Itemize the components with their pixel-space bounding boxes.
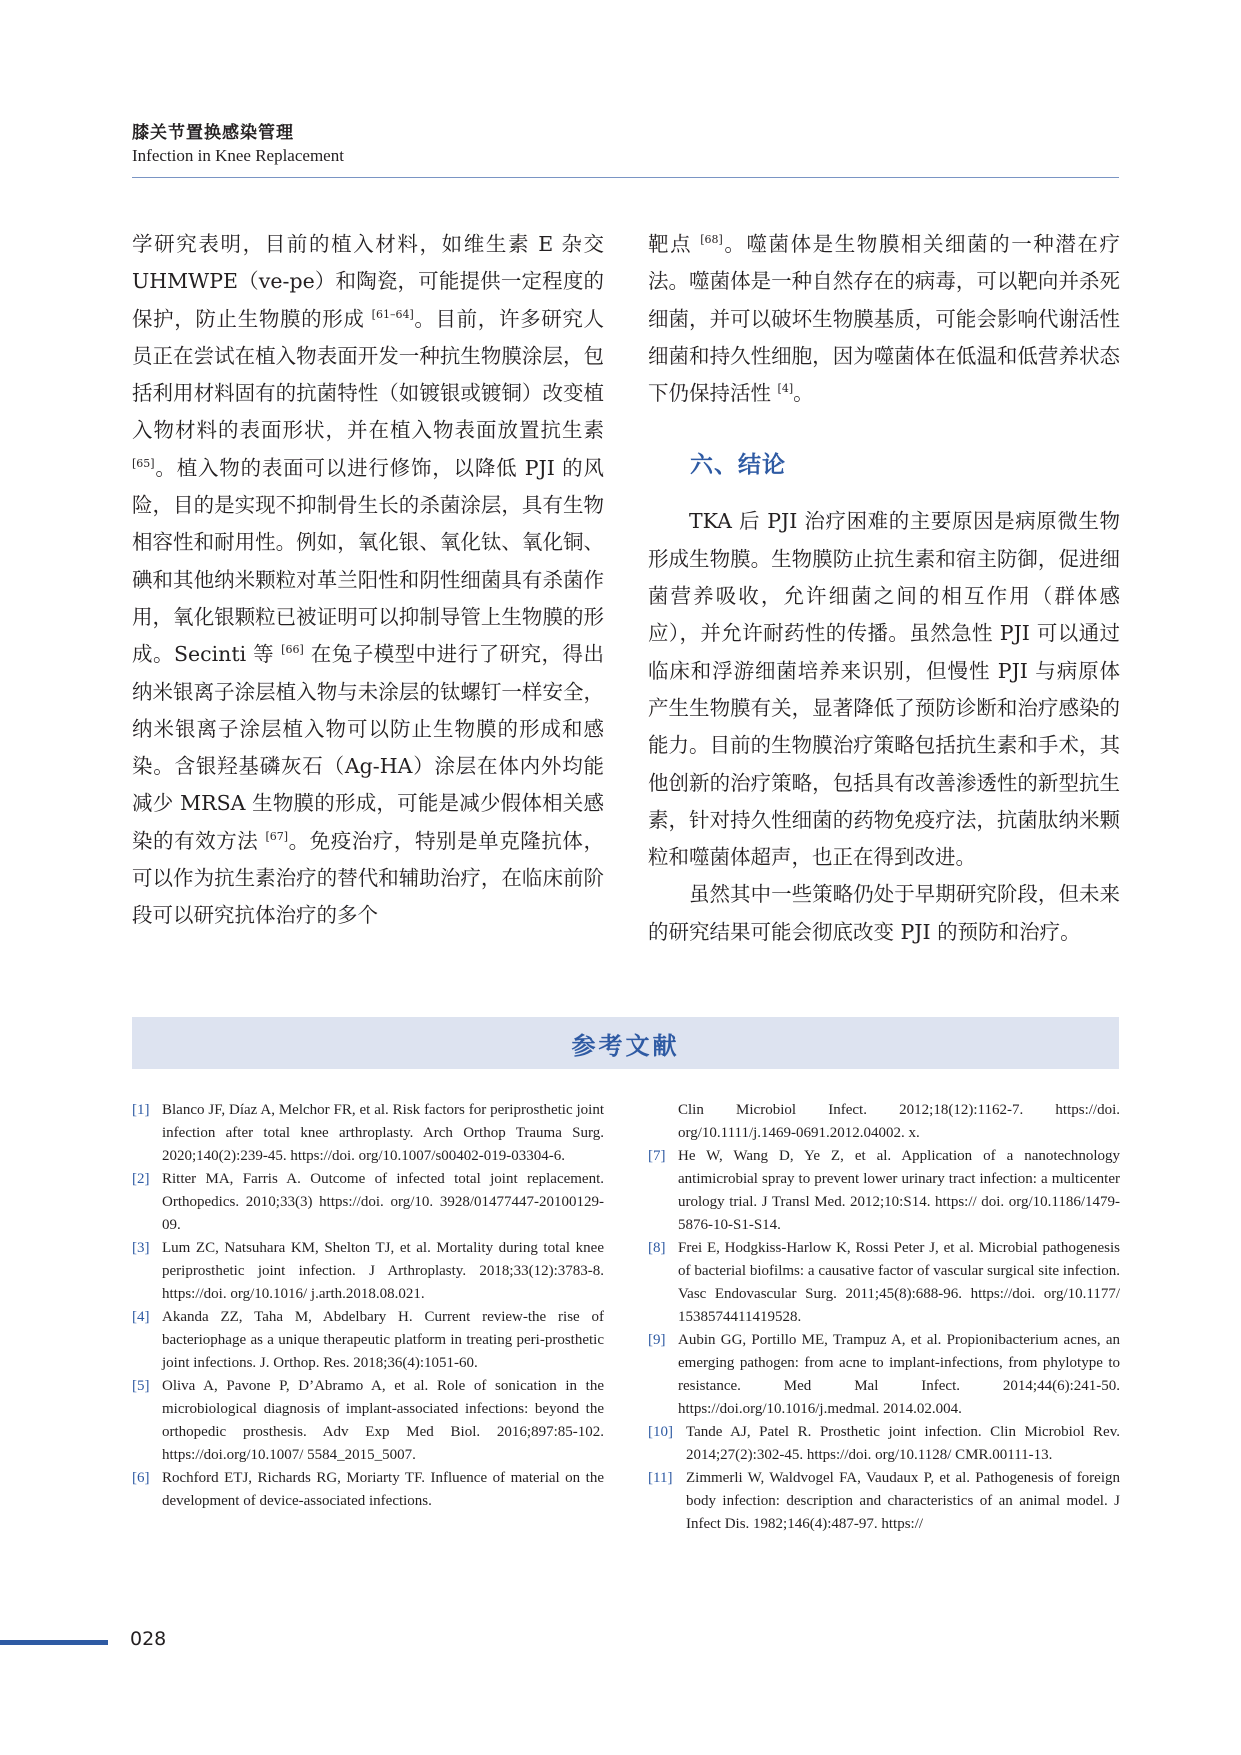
- reference-item: [132, 1306, 604, 1375]
- reference-number: [2]: [132, 1171, 150, 1187]
- reference-item: [132, 1168, 604, 1237]
- running-header-title: 膝关节置换感染管理: [132, 123, 294, 143]
- reference-number: [6]: [132, 1470, 150, 1486]
- reference-number: [10]: [648, 1424, 673, 1440]
- citation: [4]: [777, 382, 794, 396]
- reference-text: Rochford ETJ, Richards RG, Moriarty TF. Influence of material on the development of device-associated infections.: [162, 1470, 604, 1509]
- header-divider: [132, 177, 1119, 178]
- reference-text: Frei E, Hodgkiss-Harlow K, Rossi Peter J, et al. Microbial pathogenesis of bacterial biofilms: a causative factor of vascular surgical site infection. Vasc Endovascular Surg. 2011;45(8):688-96. https://doi. org/10.1177/ 1538574411419528.: [678, 1240, 1120, 1325]
- reference-item: [132, 1467, 604, 1513]
- reference-text: Zimmerli W, Waldvogel FA, Vaudaux P, et al. Pathogenesis of foreign body infection: description and characteristics of an animal model. J Infect Dis. 1982;146(4):487-97. https://: [686, 1470, 1120, 1532]
- reference-continuation: Clin Microbiol Infect. 2012;18(12):1162-7. https://doi. org/10.1111/j.1469-0691.2012.04002. x.: [678, 1102, 1120, 1141]
- reference-item: [648, 1421, 1120, 1467]
- reference-item: [648, 1145, 1120, 1237]
- reference-item: [132, 1375, 604, 1467]
- citation: [68]: [700, 233, 723, 246]
- citation: [66]: [281, 643, 304, 657]
- reference-text: Lum ZC, Natsuhara KM, Shelton TJ, et al. Mortality during total knee periprosthetic joint infection. J Arthroplasty. 2018;33(12):3783-8. https://doi. org/10.1016/ j.arth.2018.08.021.: [162, 1240, 604, 1302]
- references-right-column: [648, 1099, 1120, 1536]
- body-paragraph: 靶点 [68]。噬菌体是生物膜相关细菌的一种潜在疗法。噬菌体是一种自然存在的病毒，可以靶向并杀死细菌，并可以破坏生物膜基质，可能会影响代谢活性细菌和持久性细胞，因为噬菌体在低温和低营养状态下仍保持活性 [4]。: [648, 232, 1120, 406]
- reference-text: He W, Wang D, Ye Z, et al. Application of a nanotechnology antimicrobial spray to prevent lower urinary tract infection: a multicenter urology trial. J Transl Med. 2012;10:S14. https:// doi. org/10.1186/1479-5876-10-S1-S14.: [678, 1148, 1120, 1233]
- reference-text: Ritter MA, Farris A. Outcome of infected total joint replacement. Orthopedics. 2010;33(3) https://doi. org/10. 3928/01477447-20100129-09.: [162, 1171, 604, 1233]
- body-paragraph: 虽然其中一些策略仍处于早期研究阶段，但未来的研究结果可能会彻底改变 PJI 的预防和治疗。: [648, 882, 1120, 944]
- footer-accent-bar: [0, 1640, 108, 1645]
- running-header-subtitle: Infection in Knee Replacement: [132, 146, 344, 165]
- reference-number: [8]: [648, 1240, 666, 1256]
- reference-item: [132, 1099, 604, 1168]
- reference-item: [648, 1329, 1120, 1421]
- reference-item: [648, 1237, 1120, 1329]
- reference-number: [11]: [648, 1470, 673, 1486]
- reference-number: [3]: [132, 1240, 150, 1256]
- reference-number: [4]: [132, 1309, 150, 1325]
- section-heading: 六、结论: [690, 452, 786, 479]
- reference-item: [648, 1467, 1120, 1536]
- page-number: 028: [130, 1628, 167, 1650]
- citation: [65]: [132, 456, 155, 470]
- citation: [67]: [265, 829, 289, 843]
- reference-item: [132, 1237, 604, 1306]
- reference-text: Aubin GG, Portillo ME, Trampuz A, et al. Propionibacterium acnes, an emerging pathogen: from acne to implant-infections, from phylotype to resistance. Med Mal Infect. 2014;44(6):241-50. https://doi.org/10.1016/j.medmal. 2014.02.004.: [678, 1332, 1120, 1417]
- body-paragraph: TKA 后 PJI 治疗困难的主要原因是病原微生物形成生物膜。生物膜防止抗生素和宿主防御，促进细菌营养吸收，允许细菌之间的相互作用（群体感应），并允许耐药性的传播。虽然急性 PJI 可以通过临床和浮游细菌培养来识别，但慢性 PJI 与病原体产生生物膜有关，显著降低了预防诊断和治疗感染的能力。目前的生物膜治疗策略包括抗生素和手术，其他创新的治疗策略，包括具有改善渗透性的新型抗生素，针对持久性细菌的药物免疫疗法，抗菌肽纳米颗粒和噬菌体超声，也正在得到改进。: [648, 509, 1120, 870]
- reference-text: Akanda ZZ, Taha M, Abdelbary H. Current review-the rise of bacteriophage as a unique therapeutic platform in treating peri-prosthetic joint infections. J. Orthop. Res. 2018;36(4):1051-60.: [162, 1309, 604, 1371]
- reference-number: [9]: [648, 1332, 666, 1348]
- reference-text: Blanco JF, Díaz A, Melchor FR, et al. Risk factors for periprosthetic joint infection after total knee arthroplasty. Arch Orthop Trauma Surg. 2020;140(2):239-45. https://doi. org/10.1007/s00402-019-03304-6.: [162, 1102, 604, 1164]
- references-heading: 参考文献: [132, 1017, 1119, 1069]
- references-left-column: [132, 1099, 604, 1513]
- reference-text: Oliva A, Pavone P, D’Abramo A, et al. Role of sonication in the microbiological diagnosis of implant-associated infections: beyond the orthopedic prosthesis. Adv Exp Med Biol. 2016;897:85-102. https://doi.org/10.1007/ 5584_2015_5007.: [162, 1378, 604, 1463]
- body-right-column: [648, 226, 1120, 951]
- reference-text: Tande AJ, Patel R. Prosthetic joint infection. Clin Microbiol Rev. 2014;27(2):302-45. https://doi. org/10.1128/ CMR.00111-13.: [686, 1424, 1120, 1463]
- body-paragraph: 学研究表明，目前的植入材料，如维生素 E 杂交 UHMWPE（ve-pe）和陶瓷，可能提供一定程度的保护，防止生物膜的形成 [61–64]。目前，许多研究人员正在尝试在植入物表面开发一种抗生物膜涂层，包括利用材料固有的抗菌特性（如镀银或镀铜）改变植入物材料的表面形状，并在植入物表面放置抗生素 [65]。植入物的表面可以进行修饰，以降低 PJI 的风险，目的是实现不抑制骨生长的杀菌涂层，具有生物相容性和耐用性。例如，氧化银、氧化钛、氧化铜、碘和其他纳米颗粒对革兰阳性和阴性细菌具有杀菌作用，氧化银颗粒已被证明可以抑制导管上生物膜的形成。Secinti 等 [66] 在兔子模型中进行了研究，得出纳米银离子涂层植入物与未涂层的钛螺钉一样安全，纳米银离子涂层植入物可以防止生物膜的形成和感染。含银羟基磷灰石（Ag-HA）涂层在体内外均能减少 MRSA 生物膜的形成，可能是减少假体相关感染的有效方法 [67]。免疫治疗，特别是单克隆抗体，可以作为抗生素治疗的替代和辅助治疗，在临床前阶段可以研究抗体治疗的多个: [132, 232, 605, 928]
- body-left-column: [132, 226, 604, 935]
- citation: [61–64]: [371, 307, 414, 321]
- reference-number: [5]: [132, 1378, 150, 1394]
- reference-number: [1]: [132, 1102, 150, 1118]
- reference-number: [7]: [648, 1148, 666, 1164]
